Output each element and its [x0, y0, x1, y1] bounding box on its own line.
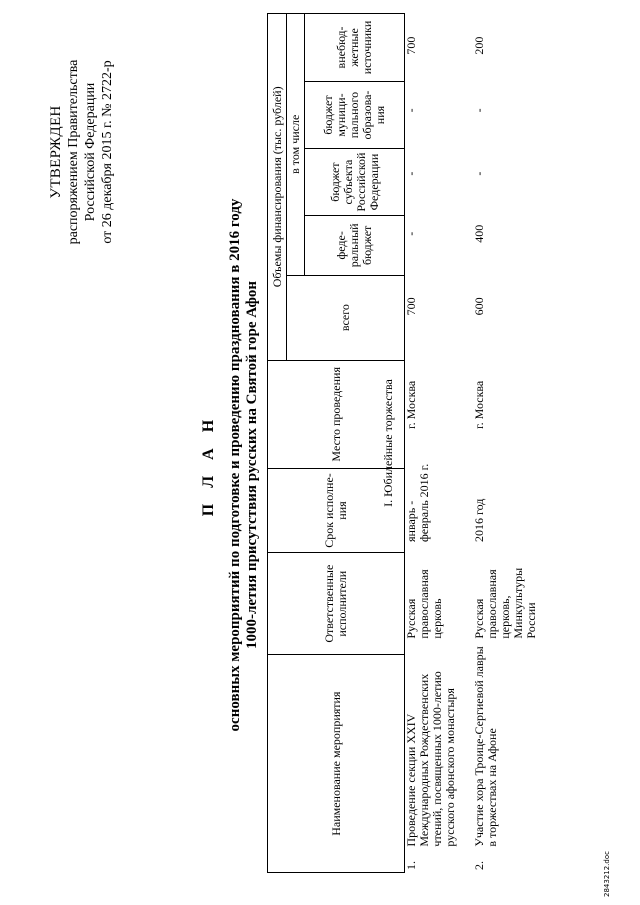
row-name: Участие хора Троице-Сергиевой лавры в торжествах на Афоне [472, 646, 499, 847]
row-municipal: - [404, 108, 418, 113]
approval-line-1: распоряжением Правительства [66, 59, 81, 245]
row-term: 2016 год [472, 498, 486, 542]
approval-line-2: Российской Федерации [83, 82, 98, 222]
title-line-2: 1000-летия присутствия русских на Святой горе Афон [244, 280, 260, 650]
approval-line-3: от 26 декабря 2015 г. № 2722-р [100, 60, 115, 244]
document-title [200, 145, 261, 785]
row-offbudget: 700 [404, 36, 418, 55]
header-incl: в том числе [287, 14, 305, 276]
row-total: 600 [472, 297, 486, 316]
section-title: I. Юбилейные торжества [381, 379, 395, 507]
header-federal: феде-ральный бюджет [305, 216, 405, 276]
row-number: 1. [404, 861, 418, 870]
row-executors: Русская православная церковь, Минкультуры России [472, 567, 538, 639]
row-subject: - [472, 171, 486, 176]
header-place: Место проведения [268, 360, 405, 468]
row-place: г. Москва [472, 380, 486, 429]
row-place: г. Москва [404, 380, 418, 429]
header-total: всего [287, 275, 405, 360]
row-offbudget: 200 [472, 36, 486, 55]
table-row [459, 13, 540, 873]
row-subject: - [404, 171, 418, 176]
header-executors: Ответственные исполнители [268, 553, 405, 655]
row-term: январь - февраль 2016 г. [404, 463, 431, 542]
plan-table-body [378, 13, 540, 873]
approval-heading: УТВЕРЖДЕН [48, 105, 64, 199]
header-name: Наименование мероприятия [268, 655, 405, 873]
row-name: Проведение секции XXIV Международных Рождественских чтений, посвященных 1000-летию русского афонского монастыря [404, 671, 457, 847]
table-row [403, 13, 459, 873]
header-offbudget: внебюд-жетные источники [305, 14, 405, 82]
row-total: 700 [404, 297, 418, 316]
header-term: Срок исполне-ния [268, 468, 405, 552]
title-word: П Л А Н [200, 413, 217, 517]
row-executors: Русская православная церковь [404, 569, 444, 639]
header-funding: Объемы финансирования (тыс. рублей) [268, 14, 287, 361]
approval-block [48, 17, 116, 287]
title-line-1: основных мероприятий по подготовке и проведению празднования в 2016 году [227, 198, 243, 732]
document-footer-id: 2843212.doc [603, 851, 611, 897]
row-federal: 400 [472, 224, 486, 243]
row-municipal: - [472, 108, 486, 113]
row-number: 2. [472, 861, 486, 870]
header-municipal: бюджет муници-пального образова-ния [305, 81, 405, 148]
header-subject: бюджет субъекта Российской Федерации [305, 149, 405, 216]
row-federal: - [404, 231, 418, 236]
